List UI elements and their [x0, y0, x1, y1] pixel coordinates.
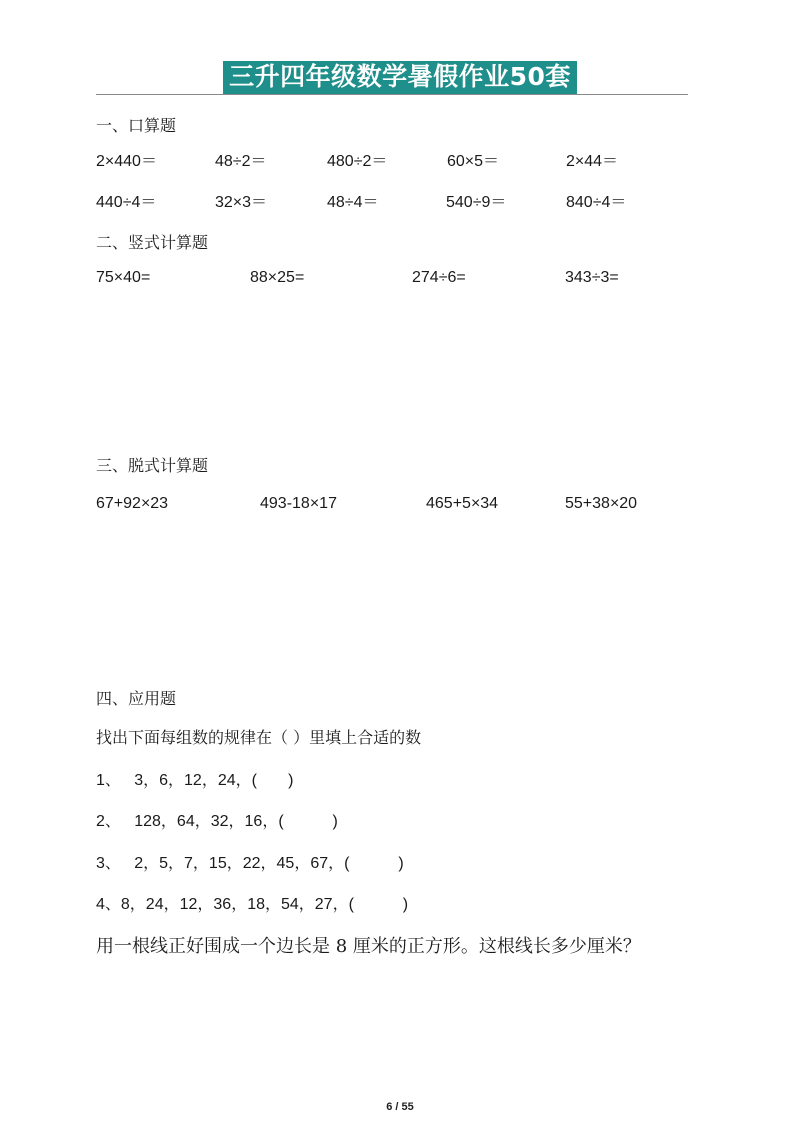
oral-row-2	[0, 189, 800, 211]
expression: 440÷4＝	[96, 194, 157, 211]
page-title-container	[0, 61, 800, 94]
expression: 274÷6=	[412, 269, 466, 286]
expression: 480÷2＝	[327, 153, 388, 170]
expression: 60×5＝	[447, 153, 500, 170]
expression: 493-18×17	[260, 495, 337, 512]
section-heading-application: 四、应用题	[96, 689, 177, 708]
expression: 75×40=	[96, 269, 151, 286]
page-number: 6 / 55	[386, 1101, 414, 1113]
word-problem: 用一根线正好围成一个边长是 8 厘米的正方形。这根线长多少厘米？	[96, 936, 641, 957]
expression: 67+92×23	[96, 495, 169, 512]
expression: 465+5×34	[426, 495, 499, 512]
sequence-item: 4、8，24，12，36，18，54，27，( )	[96, 896, 409, 913]
expression: 48÷4＝	[327, 194, 379, 211]
section-heading-vertical-calculation: 二、竖式计算题	[96, 233, 209, 252]
expression: 32×3＝	[215, 194, 268, 211]
step-calc-row	[0, 495, 800, 517]
expression: 540÷9＝	[446, 194, 507, 211]
sequence-item: 2、 128，64，32，16，( )	[96, 813, 338, 830]
expression: 55+38×20	[565, 495, 638, 512]
pattern-instruction: 找出下面每组数的规律在（ ）里填上合适的数	[96, 728, 422, 747]
expression: 840÷4＝	[566, 194, 627, 211]
vertical-calc-row	[0, 269, 800, 291]
title-divider	[96, 94, 688, 95]
section-heading-oral-calculation: 一、口算题	[96, 116, 177, 135]
expression: 88×25=	[250, 269, 305, 286]
page-title: 三升四年级数学暑假作业50套	[223, 61, 577, 94]
expression: 2×44＝	[566, 153, 619, 170]
sequence-item: 3、 2，5，7，15，22，45，67，( )	[96, 855, 404, 872]
expression: 48÷2＝	[215, 153, 267, 170]
section-heading-step-calculation: 三、脱式计算题	[96, 456, 209, 475]
expression: 343÷3=	[565, 269, 619, 286]
expression: 2×440＝	[96, 153, 157, 170]
oral-row-1	[0, 148, 800, 170]
sequence-item: 1、 3，6，12，24，( )	[96, 772, 294, 789]
